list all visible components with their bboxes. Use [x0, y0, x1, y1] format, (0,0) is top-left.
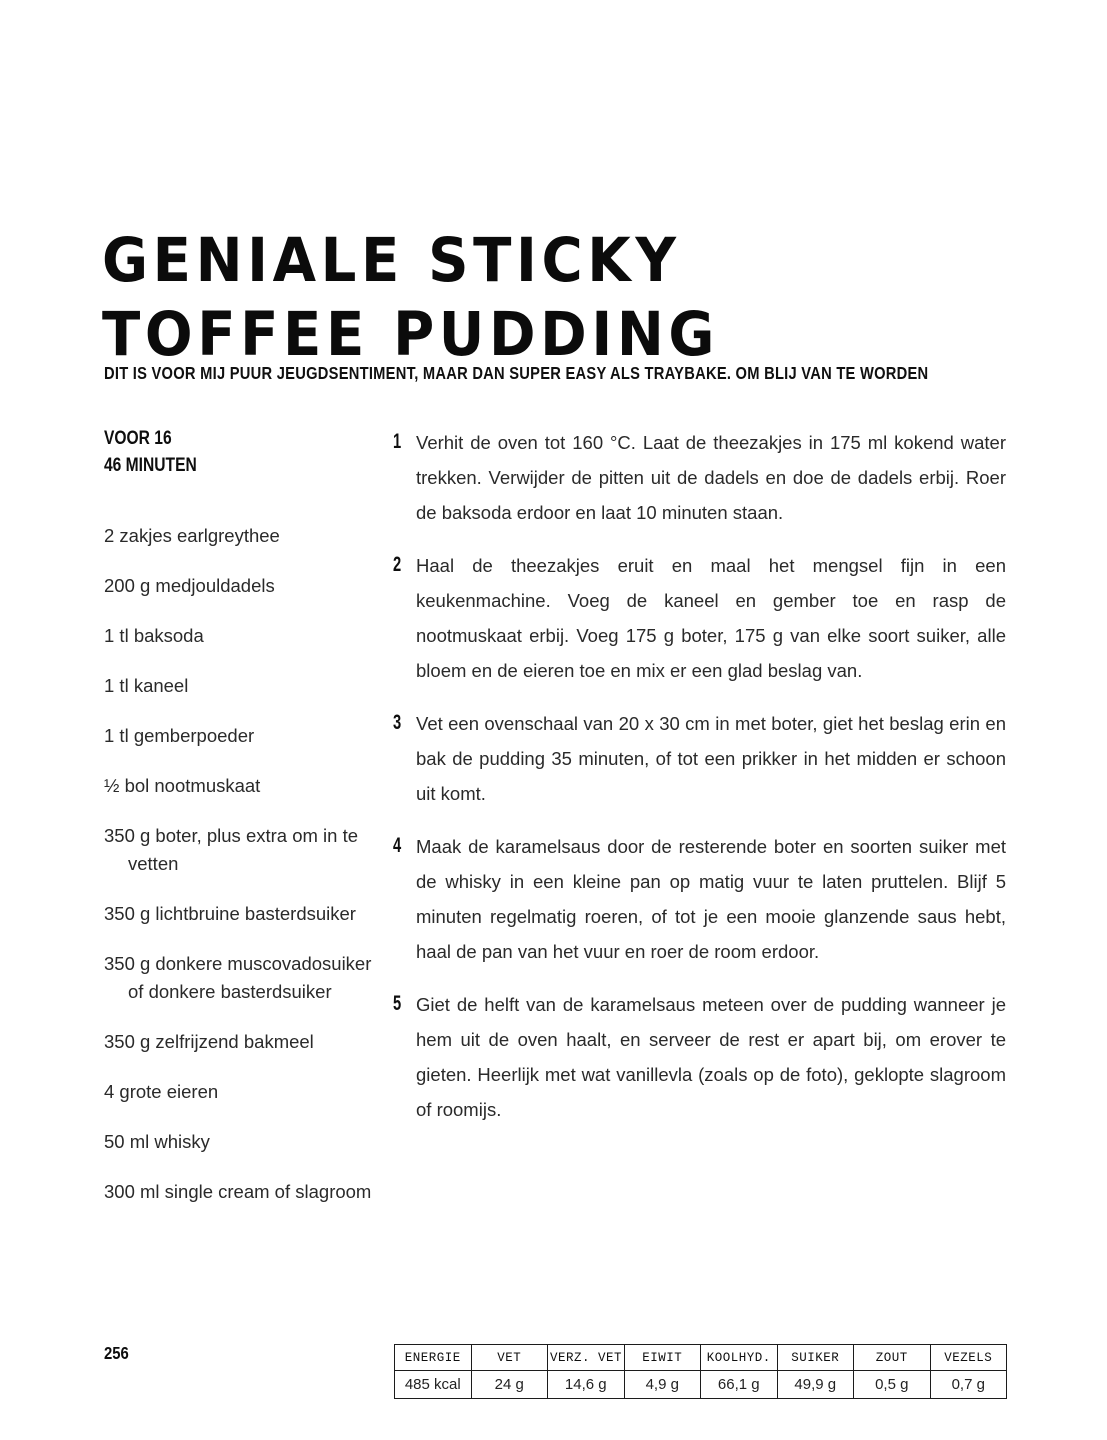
nutrition-header-cell: ZOUT: [854, 1345, 931, 1371]
ingredient-item: 300 ml single cream of slagroom: [104, 1181, 372, 1202]
ingredient-item: 50 ml whisky: [104, 1131, 210, 1152]
method-step: [393, 548, 1006, 688]
recipe-intro: DIT IS VOOR MIJ PUUR JEUGDSENTIMENT, MAAR DAN SUPER EASY ALS TRAYBAKE. OM BLIJ VAN TE WORDEN: [104, 363, 929, 383]
nutrition-header-cell: EIWIT: [624, 1345, 701, 1371]
ingredient-item: 350 g donkere muscovadosuiker of donkere basterdsuiker: [104, 953, 372, 1002]
page-number: 256: [104, 1343, 129, 1363]
ingredient-item: 350 g zelfrijzend bakmeel: [104, 1031, 314, 1052]
page-title-line: TOFFEE PUDDING: [102, 298, 720, 370]
ingredient-item: 1 tl gemberpoeder: [104, 725, 255, 746]
step-number: 2: [393, 553, 402, 576]
ingredient-item: 200 g medjouldadels: [104, 575, 275, 596]
step-text: Verhit de oven tot 160 °C. Laat de theezakjes in 175 ml kokend water trekken. Verwijder de pitten uit de dadels en doe de dadels erbij. Roer de baksoda erdoor en laat 10 minuten staan.: [416, 432, 1006, 523]
step-text: Vet een ovenschaal van 20 x 30 cm in met boter, giet het beslag erin en bak de pudding 35 minuten, of tot een prikker in het midden er schoon uit komt.: [416, 713, 1006, 804]
step-number: 4: [393, 834, 402, 857]
ingredient-item: 2 zakjes earlgreythee: [104, 525, 280, 546]
step-text: Giet de helft van de karamelsaus meteen over de pudding wanneer je hem uit de oven haalt, en serveer de rest er apart bij, om erover te gieten. Heerlijk met wat vanillevla (zoals op de foto), geklopte slagroom of roomijs.: [416, 994, 1006, 1120]
nutrition-value-cell: 24 g: [471, 1371, 548, 1399]
step-number: 5: [393, 992, 402, 1015]
ingredient-item: 1 tl kaneel: [104, 675, 189, 696]
step-text: Maak de karamelsaus door de resterende boter en soorten suiker met de whisky in een kleine pan op matig vuur te laten pruttelen. Blijf 5 minuten regelmatig roeren, of tot je een mooie glanzende saus hebt, haal de pan van het vuur en roer de room erdoor.: [416, 836, 1006, 962]
method-step: [393, 706, 1006, 811]
nutrition-value-cell: 485 kcal: [395, 1371, 472, 1399]
ingredient-item: 4 grote eieren: [104, 1081, 219, 1102]
method-step: [393, 425, 1006, 530]
step-number: 1: [393, 430, 402, 453]
nutrition-header-cell: SUIKER: [777, 1345, 854, 1371]
step-number: 3: [393, 711, 402, 734]
nutrition-header-cell: VEZELS: [930, 1345, 1007, 1371]
nutrition-header-cell: VET: [471, 1345, 548, 1371]
nutrition-value-cell: 14,6 g: [548, 1371, 625, 1399]
nutrition-header-row: [395, 1345, 1007, 1371]
method-steps: [393, 425, 1006, 1145]
nutrition-value-cell: 0,5 g: [854, 1371, 931, 1399]
method-step: [393, 987, 1006, 1127]
nutrition-value-cell: 0,7 g: [930, 1371, 1007, 1399]
nutrition-value-cell: 4,9 g: [624, 1371, 701, 1399]
ingredient-item: ½ bol nootmuskaat: [104, 775, 261, 796]
time-label: 46 MINUTEN: [104, 454, 197, 476]
ingredient-item: 1 tl baksoda: [104, 625, 204, 646]
ingredients-column: [104, 425, 380, 1228]
nutrition-value-row: [395, 1371, 1007, 1399]
step-text: Haal de theezakjes eruit en maal het mengsel fijn in een keukenmachine. Voeg de kaneel en gember toe en rasp de nootmuskaat erbij. Voeg 175 g boter, 175 g van elke soort suiker, alle bloem en de eieren toe en mix er een glad beslag van.: [416, 555, 1006, 681]
page-title-line: GENIALE STICKY: [102, 224, 681, 296]
nutrition-header-cell: KOOLHYD.: [701, 1345, 778, 1371]
method-step: [393, 829, 1006, 969]
nutrition-value-cell: 49,9 g: [777, 1371, 854, 1399]
ingredient-item: 350 g boter, plus extra om in te vetten: [104, 825, 359, 874]
ingredients-list: [104, 522, 380, 1206]
nutrition-table: [394, 1344, 1007, 1399]
nutrition-value-cell: 66,1 g: [701, 1371, 778, 1399]
nutrition-header-cell: VERZ. VET: [548, 1345, 625, 1371]
ingredient-item: 350 g lichtbruine basterdsuiker: [104, 903, 356, 924]
nutrition-header-cell: ENERGIE: [395, 1345, 472, 1371]
recipe-meta: [104, 425, 380, 479]
page-title: [102, 224, 719, 372]
serves-label: VOOR 16: [104, 427, 172, 449]
